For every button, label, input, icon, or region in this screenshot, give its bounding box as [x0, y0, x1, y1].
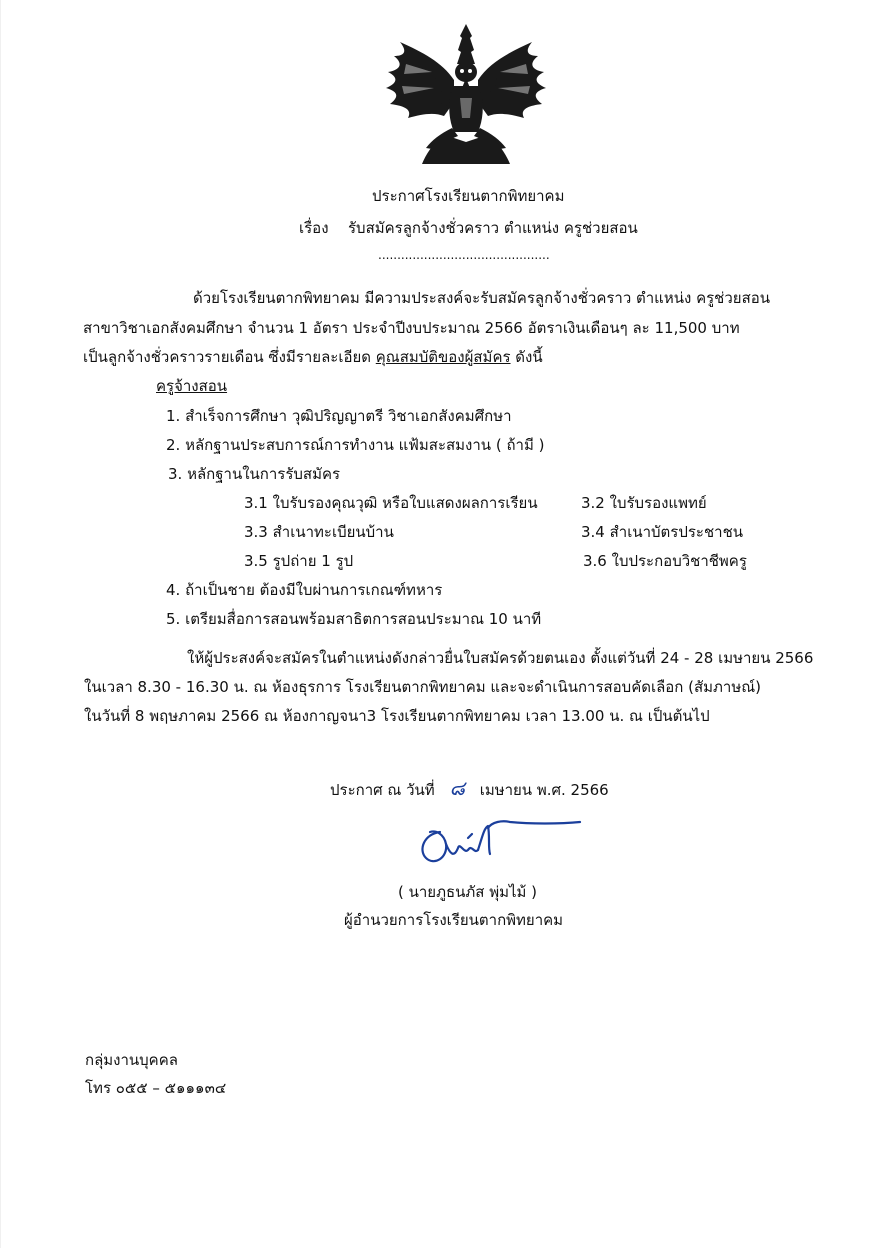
requirement-item-4: 4. ถ้าเป็นชาย ต้องมีใบผ่านการเกณฑ์ทหาร	[166, 581, 443, 599]
intro-line-3	[83, 345, 543, 369]
footer-phone: โทร ๐๕๕ – ๕๑๑๑๓๔	[85, 1079, 227, 1097]
sub-item-3-3: 3.3 สำเนาทะเบียนบ้าน	[244, 523, 394, 541]
announcement-date	[330, 772, 609, 804]
announcement-prefix: ประกาศ ณ วันที่	[330, 781, 435, 799]
subject-label: เรื่อง	[299, 219, 329, 237]
handwritten-day: ๘	[449, 776, 465, 800]
footer-department: กลุ่มงานบุคคล	[85, 1051, 178, 1069]
header-separator: .............................................	[378, 248, 550, 262]
intro-line-1: ด้วยโรงเรียนตากพิทยาคม มีความประสงค์จะรับสมัครลูกจ้างชั่วคราว ตำแหน่ง ครูช่วยสอน	[193, 289, 770, 307]
requirement-item-3: 3. หลักฐานในการรับสมัคร	[168, 465, 341, 483]
signatory-position: ผู้อำนวยการโรงเรียนตากพิทยาคม	[344, 911, 564, 929]
intro-line-3-pre: เป็นลูกจ้างชั่วคราวรายเดือน ซึ่งมีรายละเอียด	[83, 348, 376, 366]
apply-line-1: ให้ผู้ประสงค์จะสมัครในตำแหน่งดังกล่าวยื่นใบสมัครด้วยตนเอง ตั้งแต่วันที่ 24 - 28 เมษายน 2566	[187, 649, 814, 667]
sub-item-3-5: 3.5 รูปถ่าย 1 รูป	[244, 552, 354, 570]
announcement-suffix: เมษายน พ.ศ. 2566	[479, 781, 609, 799]
qualifications-link-text: คุณสมบัติของผู้สมัคร	[375, 348, 511, 366]
requirement-item-2: 2. หลักฐานประสบการณ์การทำงาน แฟ้มสะสมงาน ( ถ้ามี )	[166, 436, 545, 454]
requirement-item-5: 5. เตรียมสื่อการสอนพร้อมสาธิตการสอนประมาณ 10 นาที	[166, 610, 542, 628]
sub-item-3-4: 3.4 สำเนาบัตรประชาชน	[581, 523, 743, 541]
requirement-item-1: 1. สำเร็จการศึกษา วุฒิปริญญาตรี วิชาเอกสังคมศึกษา	[166, 407, 512, 425]
section-heading: ครูจ้างสอน	[156, 377, 228, 395]
apply-line-2: ในเวลา 8.30 - 16.30 น. ณ ห้องธุรการ โรงเรียนตากพิทยาคม และจะดำเนินการสอบคัดเลือก (สัมภาษณ์)	[84, 678, 762, 696]
sub-item-3-1: 3.1 ใบรับรองคุณวุฒิ หรือใบแสดงผลการเรียน	[244, 494, 538, 512]
signatory-name: ( นายภูธนภัส พุ่มไม้ )	[398, 883, 538, 901]
signature-icon	[410, 814, 590, 874]
subject-text: รับสมัครลูกจ้างชั่วคราว ตำแหน่ง ครูช่วยสอน	[348, 219, 638, 237]
sub-item-3-2: 3.2 ใบรับรองแพทย์	[581, 494, 707, 512]
apply-line-3: ในวันที่ 8 พฤษภาคม 2566 ณ ห้องกาญจนา3 โรงเรียนตากพิทยาคม เวลา 13.00 น. ณ เป็นต้นไป	[84, 707, 710, 725]
intro-line-2: สาขาวิชาเอกสังคมศึกษา จำนวน 1 อัตรา ประจำปีงบประมาณ 2566 อัตราเงินเดือนๆ ละ 11,500 บาท	[83, 319, 740, 337]
intro-line-3-post: ดังนี้	[510, 348, 543, 366]
document-title: ประกาศโรงเรียนตากพิทยาคม	[372, 187, 565, 205]
garuda-emblem-icon	[382, 22, 550, 170]
sub-item-3-6: 3.6 ใบประกอบวิชาชีพครู	[583, 552, 747, 570]
